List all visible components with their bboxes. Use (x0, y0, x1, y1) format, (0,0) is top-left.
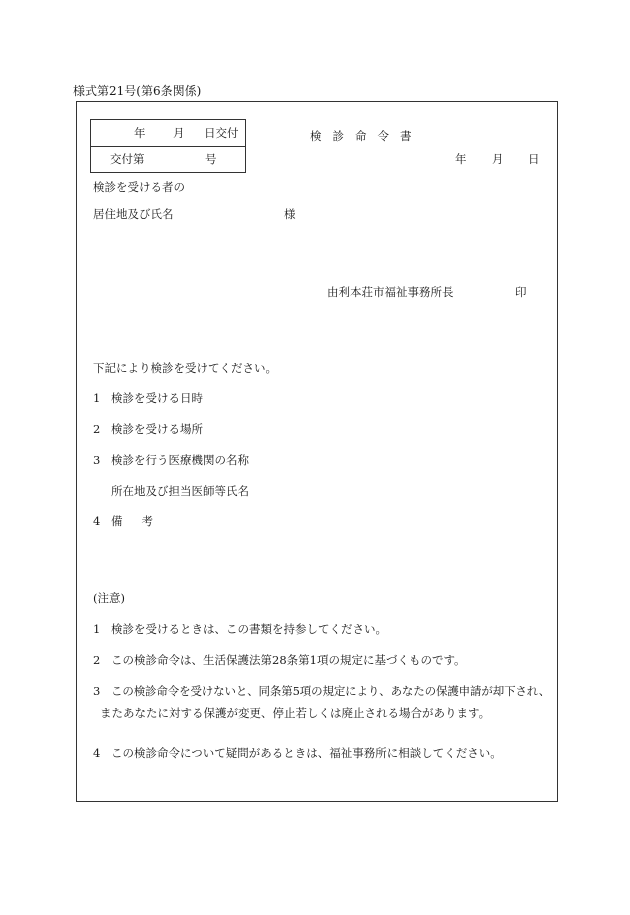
issue-year-label: 年 (134, 126, 146, 140)
issue-number-suffix: 号 (205, 152, 217, 166)
issue-number-prefix: 交付第 (110, 152, 145, 166)
note-number: 3 (93, 684, 101, 698)
recipient-honorific: 様 (284, 207, 296, 221)
recipient-label-line2: 居住地及び氏名 (93, 207, 174, 221)
note-number: 2 (93, 653, 101, 667)
form-number: 様式第21号(第6条関係) (73, 84, 202, 98)
document-title: 検診命令書 (310, 129, 423, 143)
note-text: 検診を受けるときは、この書類を持参してください。 (111, 622, 387, 636)
note-text-continued: またあなたに対する保護が変更、停止若しくは廃止される場合があります。 (100, 706, 491, 720)
item-number: 3 (93, 453, 101, 467)
item-number: 2 (93, 422, 101, 436)
note-number: 4 (93, 746, 101, 760)
note-text: この検診命令を受けないと、同条第5項の規定により、あなたの保護申請が却下され、 (111, 684, 551, 698)
item-text: 検診を行う医療機関の名称 (111, 453, 249, 467)
note-text: この検診命令について疑問があるときは、福祉事務所に相談してください。 (111, 746, 502, 760)
issuer-name: 由利本荘市福祉事務所長 (327, 285, 454, 299)
item-text: 検診を受ける日時 (111, 391, 203, 405)
issue-day-label: 日交付 (204, 126, 239, 140)
intro-text: 下記により検診を受けてください。 (93, 361, 277, 375)
note-text: この検診命令は、生活保護法第28条第1項の規定に基づくものです。 (111, 653, 466, 667)
date-day-label: 日 (528, 152, 540, 166)
item-text: 検診を受ける場所 (111, 422, 203, 436)
issue-month-label: 月 (173, 126, 185, 140)
item-number: 4 (93, 514, 101, 528)
issue-box-divider (91, 146, 245, 147)
item-number: 1 (93, 391, 101, 405)
date-month-label: 月 (492, 152, 504, 166)
notes-heading: (注意) (93, 591, 125, 605)
recipient-label-line1: 検診を受ける者の (93, 180, 185, 194)
item-text: 所在地及び担当医師等氏名 (111, 484, 249, 498)
note-number: 1 (93, 622, 101, 636)
issuer-seal: 印 (515, 285, 527, 299)
date-year-label: 年 (455, 152, 467, 166)
item-text-remarks: 備考 (111, 514, 172, 528)
